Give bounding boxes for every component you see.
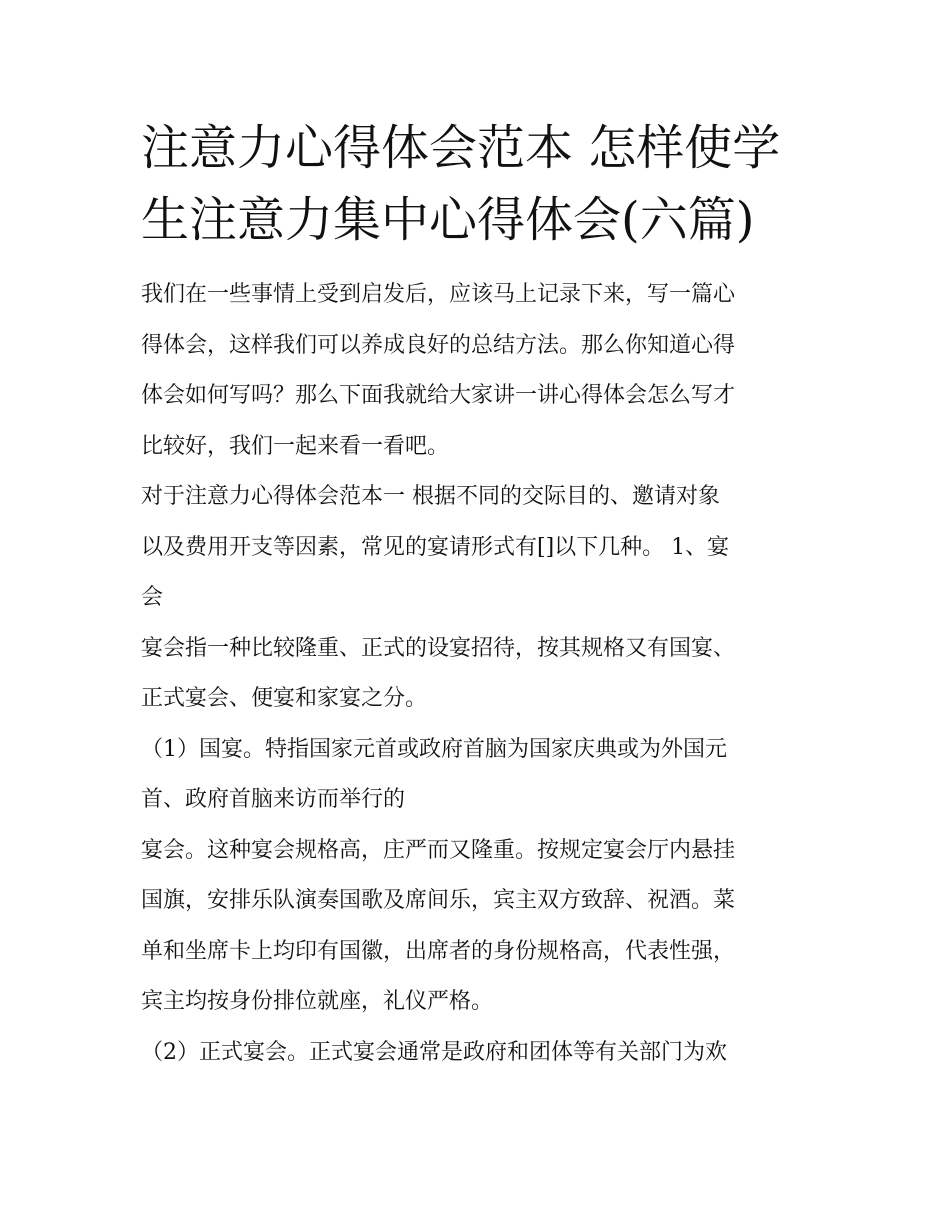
text-line: 正式宴会、便宴和家宴之分。 xyxy=(141,686,428,711)
paragraph-state-banquet-details xyxy=(141,826,813,1028)
title-line-2: 生注意力集中心得体会(六篇) xyxy=(141,192,755,248)
text-line: 体会如何写吗？那么下面我就给大家讲一讲心得体会怎么写才 xyxy=(141,383,736,408)
text-line: 单和坐席卡上均印有国徽，出席者的身份规格高，代表性强， xyxy=(141,938,736,964)
text-line: 会 xyxy=(141,585,164,610)
text-line: 宾主均按身份排位就座，礼仪严格。 xyxy=(141,989,494,1014)
paragraph-formal-banquet xyxy=(141,1028,813,1079)
text-line: （2）正式宴会。正式宴会通常是政府和团体等有关部门为欢 xyxy=(141,1039,727,1065)
text-line: 宴会。这种宴会规格高，庄严而又隆重。按规定宴会厅内悬挂 xyxy=(141,837,736,863)
text-line: 国旗，安排乐队演奏国歌及席间乐，宾主双方致辞、祝酒。菜 xyxy=(141,888,736,913)
paragraph-intro xyxy=(141,270,813,472)
paragraph-banquet-definition xyxy=(141,624,813,725)
document-body xyxy=(141,112,813,1078)
text-line: 得体会，这样我们可以养成良好的总结方法。那么你知道心得 xyxy=(141,332,736,358)
title-line-1: 注意力心得体会范本 怎样使学 xyxy=(141,120,781,176)
paragraph-state-banquet xyxy=(141,725,813,826)
text-line: 首、政府首脑来访而举行的 xyxy=(141,787,406,812)
text-line: 我们在一些事情上受到启发后，应该马上记录下来，写一篇心 xyxy=(141,282,736,307)
paragraph-banquet-forms xyxy=(141,472,813,624)
text-line: 对于注意力心得体会范本一 根据不同的交际目的、邀请对象 xyxy=(141,484,720,509)
text-line: 以及费用开支等因素，常见的宴请形式有[]以下几种。 1、宴 xyxy=(141,534,730,560)
document-title xyxy=(141,112,813,256)
text-line: 比较好，我们一起来看一看吧。 xyxy=(141,433,450,459)
text-line: 宴会指一种比较隆重、正式的设宴招待，按其规格又有国宴、 xyxy=(141,635,736,661)
text-line: （1）国宴。特指国家元首或政府首脑为国家庆典或为外国元 xyxy=(141,736,727,762)
